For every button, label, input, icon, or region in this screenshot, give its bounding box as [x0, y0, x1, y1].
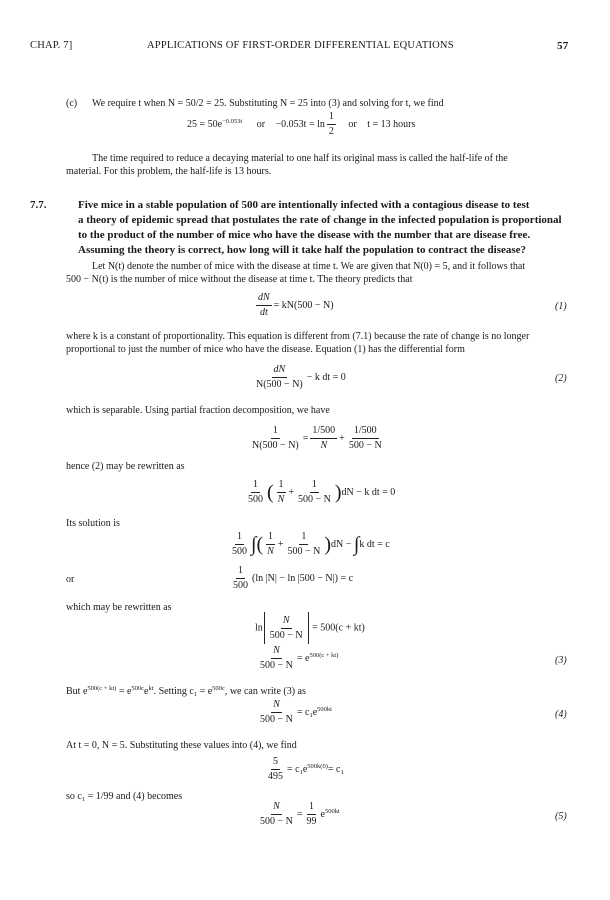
part-c-text: We require t when N = 50/2 = 25. Substituting N = 25 into (3) and solving for t, we find [92, 98, 444, 109]
half-life-line-2: material. For this problem, the half-life is 13 hours. [66, 166, 272, 177]
equation-logs: $\frac{1}{500}$ (ln |N| − ln |500 − N|) = c [233, 565, 354, 591]
problem-line-4: Assuming the theory is correct, how long will it take half the population to contract the disease? [78, 244, 527, 256]
equation-integral: $\frac{1}{500}$ ∫( $\frac{1}{N}$ + $\frac{1}{500 - N}$ )dN − ∫k dt = c [232, 531, 390, 557]
equation-3-label: (3) [555, 655, 567, 666]
problem-line-3: to the product of the number of mice who have the disease with the number that are disease free. [78, 229, 531, 241]
equation-4-label: (4) [555, 709, 567, 720]
half-life-line-1: The time required to reduce a decaying material to one half its original mass is called the half-life of the [92, 153, 508, 164]
solution-p6: which may be rewritten as [66, 602, 172, 613]
equation-4: $\frac{N}{500 - N}$ = $c_1e^{500kt}$ [260, 699, 332, 725]
equation-5: $\frac{N}{500 - N}$ = $\frac{1}{99}$ $e^{500kt}$ [260, 801, 340, 827]
solution-p3: which is separable. Using partial fraction decomposition, we have [66, 405, 330, 416]
equation-ln: ln $\frac{N}{500 - N}$ = 500(c + kt) [255, 612, 365, 644]
equation-1-label: (1) [555, 301, 567, 312]
part-c-label: (c) [66, 98, 78, 109]
solution-p8: At t = 0, N = 5. Substituting these values into (4), we find [66, 740, 297, 751]
solution-p1-line-2: 500 − N(t) is the number of mice without the disease at time t. The theory predicts that [66, 274, 413, 285]
chapter-label: CHAP. 7] [30, 40, 73, 51]
solution-p9: so $c_1 = 1/99$ and (4) becomes [66, 791, 183, 803]
equation-partial-fractions: $\frac{1}{N(500 - N)}$ = $\frac{1/500}{N}$ + $\frac{1/500}{500 - N}$ [252, 425, 382, 451]
problem-line-1: Five mice in a stable population of 500 are intentionally infected with a contagious disease to test [78, 199, 530, 211]
equation-1: $\frac{dN}{dt}$ = kN(500 − N) [258, 292, 334, 318]
solution-p4: hence (2) may be rewritten as [66, 461, 185, 472]
page-number: 57 [557, 40, 569, 52]
solution-p5: Its solution is [66, 518, 120, 529]
equation-2-label: (2) [555, 373, 567, 384]
or-word: or [66, 574, 75, 585]
equation-3: $\frac{N}{500 - N}$ = $e^{500(c + kt)}$ [260, 645, 339, 671]
equation-half-life: $25 = 50e^{-0.053t}$ or −0.053t = ln $\frac{1}{2}$ or t = 13 hours [187, 111, 416, 137]
equation-2: $\frac{dN}{N(500 - N)}$ − k dt = 0 [256, 364, 346, 390]
equation-rewritten: $\frac{1}{500}$ ( $\frac{1}{N}$ + $\frac{1}{500 - N}$ )dN − k dt = 0 [248, 479, 396, 505]
equation-c1: $\frac{5}{495}$ = $c_1e^{500k(0)}= c_1$ [268, 756, 344, 782]
problem-line-2: a theory of epidemic spread that postulates the rate of change in the infected population is proportional [78, 214, 562, 226]
solution-p2-line-2: proportional to just the number of mice who have the disease. Equation (1) has the differential form [66, 344, 465, 355]
solution-p7: But $e^{500(c + kt)} = e^{500c}e^{kt}$. Setting $c_1 = e^{500c}$, we can write (3) as [66, 685, 306, 698]
solution-p1-line-1: Let N(t) denote the number of mice with the disease at time t. We are given that N(0) = 5, and it follows that [92, 261, 526, 272]
problem-number: 7.7. [30, 199, 47, 211]
equation-5-label: (5) [555, 811, 567, 822]
solution-p2-line-1: where k is a constant of proportionality. This equation is different from (7.1) because the rate of change is no longer [66, 331, 530, 342]
running-title: APPLICATIONS OF FIRST-ORDER DIFFERENTIAL EQUATIONS [147, 40, 454, 51]
